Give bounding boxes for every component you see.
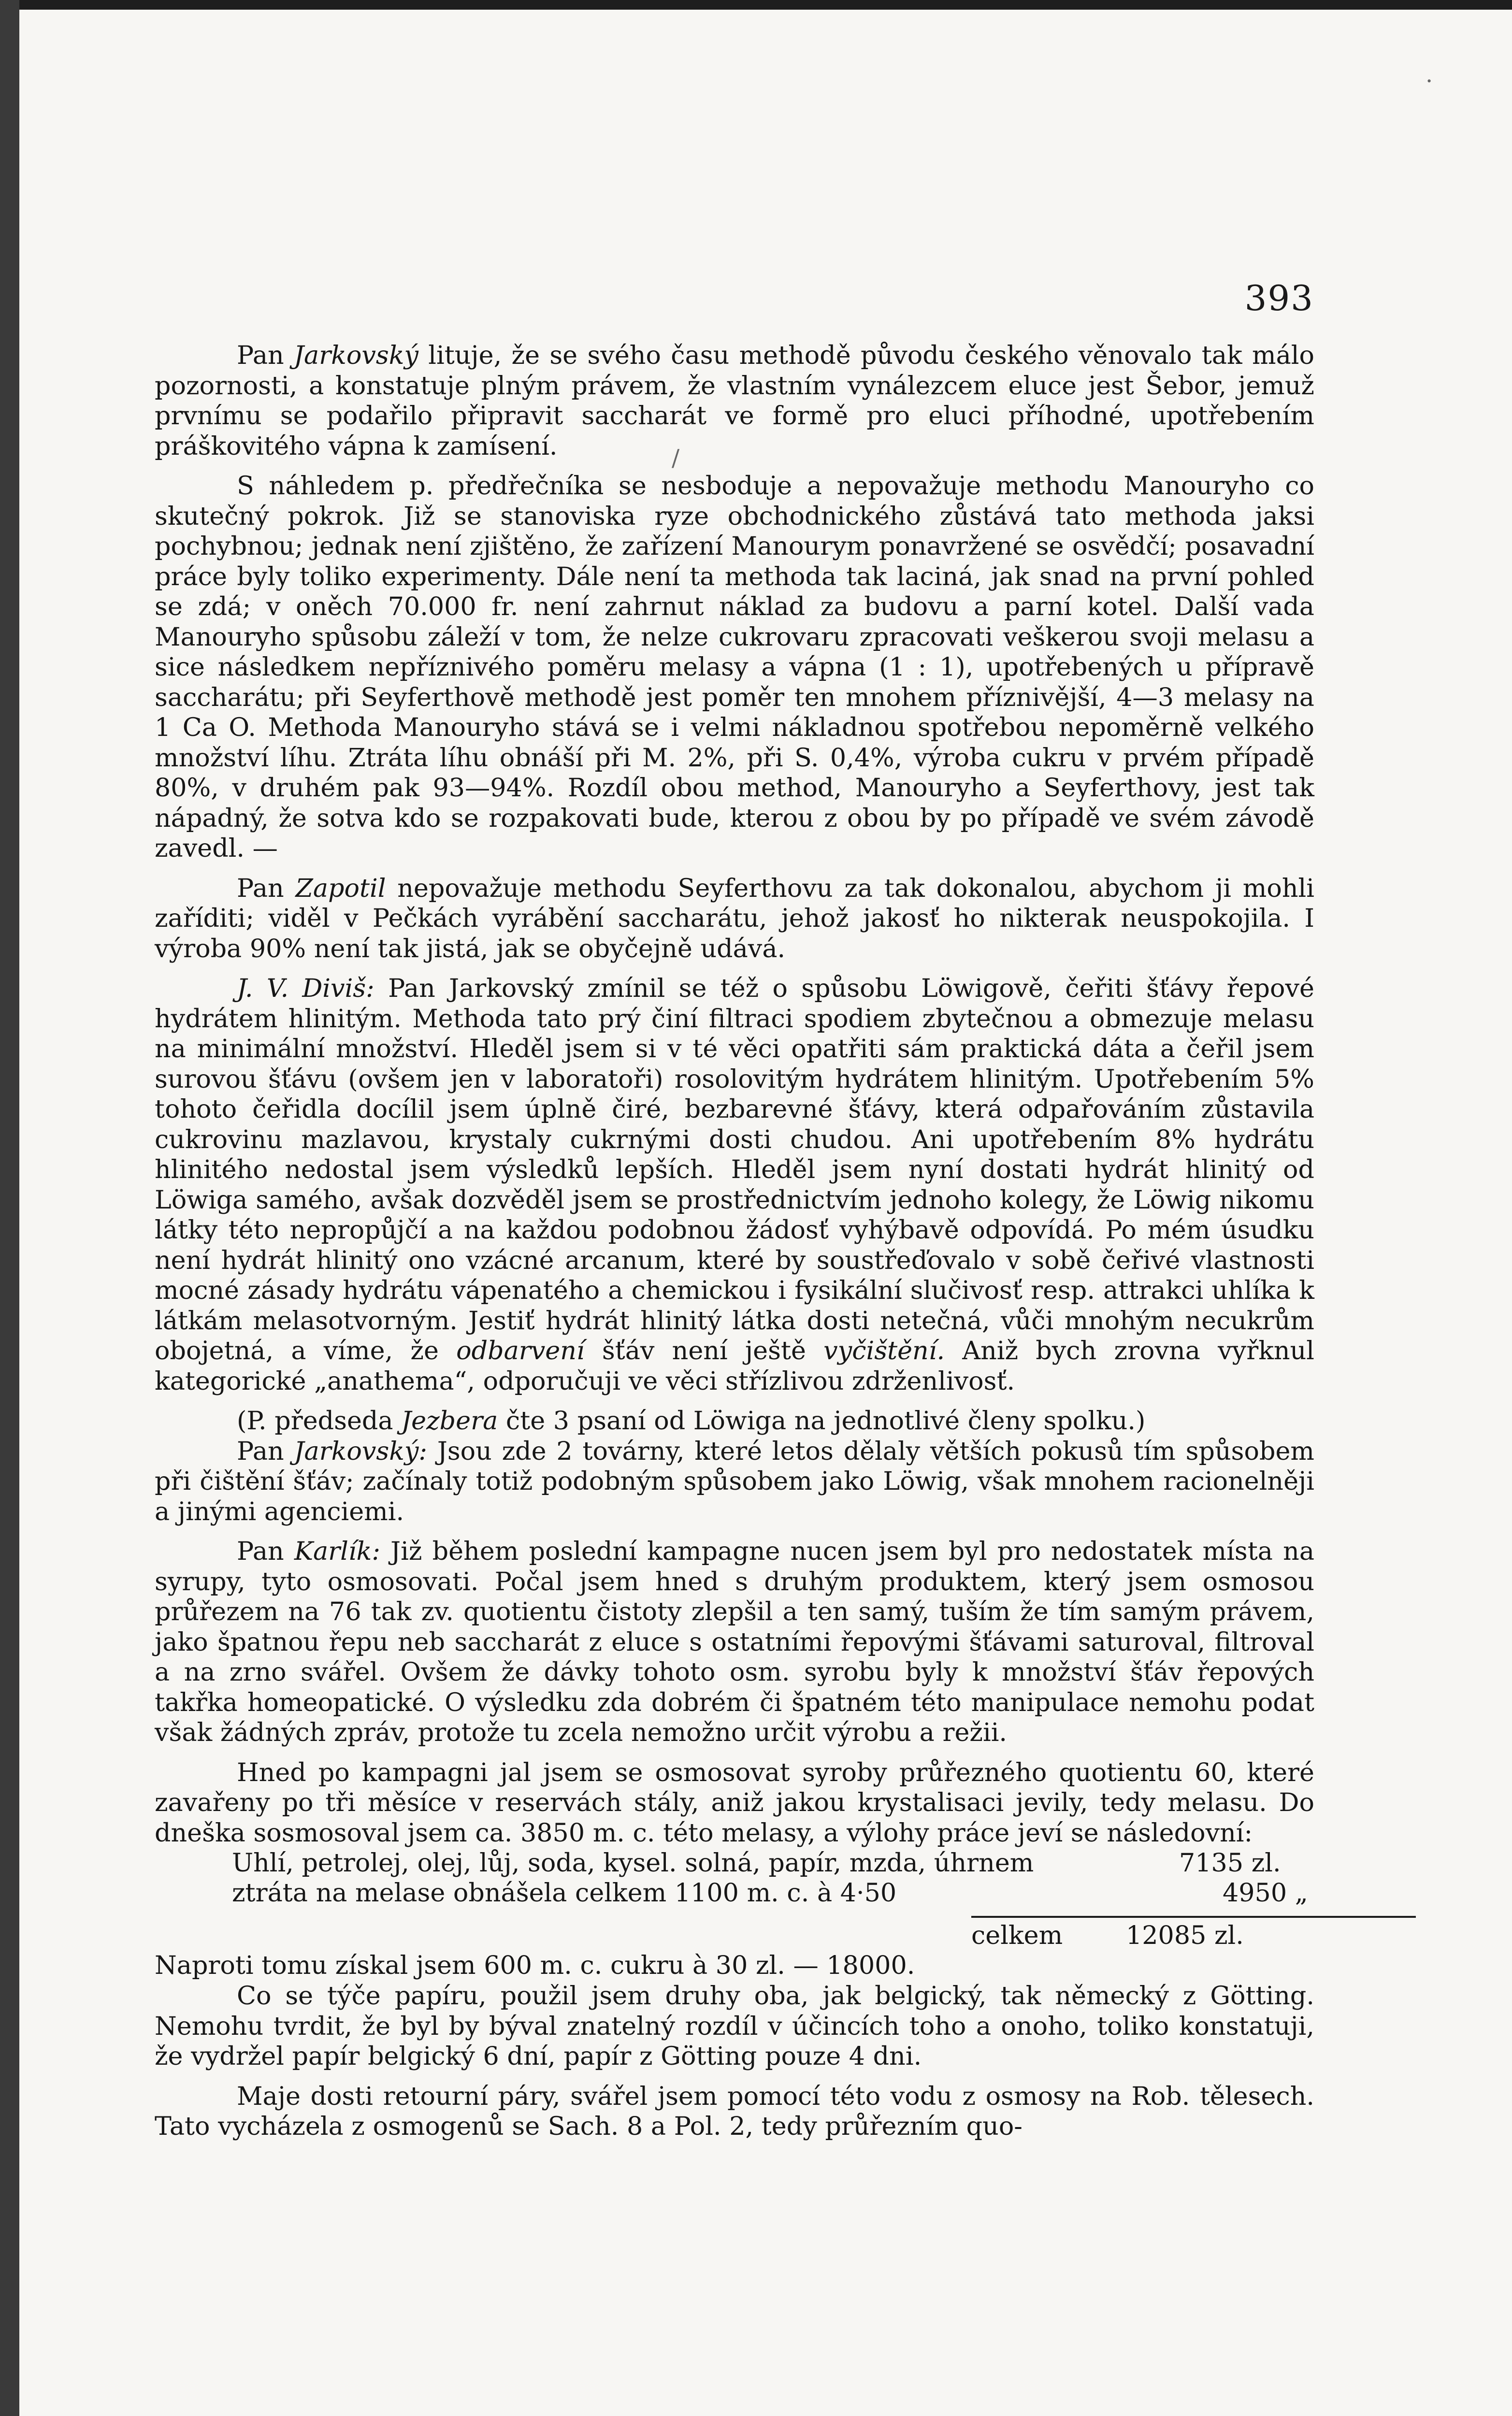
- speaker-name: Karlík:: [294, 1537, 380, 1566]
- emphasis: vyčištění.: [823, 1336, 945, 1366]
- paragraph-jarkovsky-1: [155, 341, 1314, 461]
- paragraph-text: Co se týče papíru, použil jsem druhy oba, jak belgický, tak německý z Götting. Nemohu tvrdit, že byl by býval znatelný rozdíl v účincích toho a onoho, toliko konstatuji, že vydržel papír belgický 6 dní, papír z Götting pouze 4 dni.: [155, 1981, 1314, 2071]
- cost-row-value: 4950 „: [1223, 1878, 1308, 1908]
- paragraph-text: čte 3 psaní od Löwiga na jednotlivé členy spolku.): [498, 1406, 1146, 1436]
- scan-top-edge: [0, 0, 1512, 10]
- speaker-name: J. V. Diviš:: [237, 974, 374, 1003]
- prefix: Pan: [237, 341, 294, 370]
- paragraph-text: Maje dosti retourní páry, svářel jsem pomocí této vodu z osmosy na Rob. tělesech. Tato vycházela z osmogenů se Sach. 8 a Pol. 2, tedy průřezním quo-: [155, 2081, 1314, 2141]
- paragraph-osmosis: [155, 1758, 1314, 1849]
- cost-row-value: 7135 zl.: [1179, 1848, 1281, 1878]
- paragraph-jarkovsky-2: [155, 1437, 1314, 1527]
- paragraph-steam: [155, 2082, 1314, 2142]
- scan-left-edge: [0, 0, 19, 2416]
- income-row: Naproti tomu získal jsem 600 m. c. cukru à 30 zl. — 18000.: [155, 1951, 915, 1980]
- paragraph-text: šťáv není ještě: [584, 1336, 824, 1366]
- speaker-name: Jarkovský: [294, 341, 418, 370]
- speaker-name: Jezbera: [401, 1406, 498, 1436]
- paragraph-text: Aniž bych zrovna vyřknul kategorické „anathema“, odporučuji ve věci střízlivou zdrženlivosť.: [155, 1336, 1314, 1396]
- cost-row-label: Uhlí, petrolej, olej, lůj, soda, kysel. solná, papír, mzda, úhrnem: [232, 1848, 1034, 1878]
- prefix: Pan: [237, 1436, 294, 1466]
- prefix: Pan: [237, 873, 296, 903]
- paragraph-text: nepovažuje methodu Seyferthovu za tak dokonalou, abychom ji mohli zaříditi; viděl v Pečkách vyrábění saccharátu, jehož jakosť ho nikterak neuspokojila. I výroba 90% není tak jistá, jak se obyčejně udává.: [155, 873, 1314, 964]
- scan-fleck: ·: [1426, 68, 1433, 95]
- cost-calculation: [155, 1848, 1314, 1980]
- paragraph-text: S náhledem p. předřečníka se nesboduje a nepovažuje methodu Manouryho co skutečný pokrok. Již se stanoviska ryze obchodnického zůstává tato methoda jaksi pochybnou; jednak není zjištěno, že zařízení Manourym ponavržené se osvědčí; posavadní práce byly toliko experimenty. Dále není ta methoda tak laciná, jak snad na první pohled se zdá; v oněch 70.000 fr. není zahrnut náklad za budovu a parní kotel. Další vada Manouryho spůsobu záleží v tom, že nelze cukrovaru zpracovati veškerou svoji melasu a sice následkem nepříznivého poměru melasy a vápna (1 : 1), upotřebených u přípravě saccharátu; při Seyferthově methodě jest poměr ten mnohem příznivější, 4—3 melasy na 1 Ca O. Methoda Manouryho stává se i velmi nákladnou spotřebou nepoměrně velkého množství líhu. Ztráta líhu obnáší při M. 2%, při S. 0,4%, výroba cukru v prvém případě 80%, v druhém pak 93—94%. Rozdíl obou method, Manouryho a Seyferthovy, jest tak nápadný, že sotva kdo se rozpakovati bude, kterou z obou by po případě ve svém závodě zavedl. —: [155, 471, 1314, 863]
- paragraph-paper: [155, 1981, 1314, 2072]
- paragraph-text: Pan Jarkovský zmínil se též o spůsobu Löwigově, čeřiti šťávy řepové hydrátem hlinitým. Methoda tato prý činí filtraci spodiem zbytečnou a obmezuje melasu na minimální množství. Hleděl jsem si v té věci opatřiti sám praktická dáta a čeřil jsem surovou šťávu (ovšem jen v laboratoři) rosolovitým hydrátem hlinitým. Upotřebením 5% tohoto čeřidla docílil jsem úplně čiré, bezbarevné šťávy, která odpařováním zůstavila cukrovinu mazlavou, krystaly cukrnými dosti chudou. Ani upotřebením 8% hydrátu hlinitého nedostal jsem výsledků lepších. Hleděl jsem nyní dostati hydrát hlinitý od Löwiga samého, avšak dozvěděl jsem se prostřednictvím jednoho kolegy, že Löwig nikomu látky této nepropůjčí a na každou podobnou žádosť vyhýbavě odpovídá. Po mém úsudku není hydrát hlinitý ono vzácné arcanum, které by soustřeďovalo v sobě čeřivé vlastnosti mocné zásady hydrátu vápenatého a chemickou i fysikální slučivosť resp. attrakci uhlíka k látkám melasotvorným. Jestiť hydrát hlinitý látka dosti netečná, vůči mnohým necukrům obojetná, a víme, že: [155, 974, 1314, 1366]
- body-text: [155, 341, 1314, 2142]
- paragraph-text: Jsou zde 2 továrny, které letos dělaly větších pokusů tím spůsobem při čištění šťáv; začínaly totiž podobným spůsobem jako Löwig, však mnohem racionelněji a jinými agenciemi.: [155, 1436, 1314, 1526]
- paragraph-chair-note: [155, 1406, 1314, 1437]
- paragraph-zapotil: [155, 874, 1314, 964]
- prefix: Pan: [237, 1537, 294, 1566]
- paragraph-manoury: [155, 471, 1314, 864]
- document-page: [19, 10, 1512, 2416]
- paragraph-text: Již během poslední kampagne nucen jsem byl pro nedostatek místa na syrupy, tyto osmosovati. Počal jsem hned s druhým produktem, který jsem osmosou průřezem na 76 tak zv. quotientu čistoty zlepšil a ten samý, tuším že tím samým právem, jako špatnou řepu neb saccharát z eluce s ostatními řepovými šťávami saturoval, filtroval a na zrno svářel. Ovšem že dávky tohoto osm. syrobu byly k množství šťáv řepových takřka homeopatické. O výsledku zda dobrém či špatném této manipulace nemohu podat však žádných zpráv, protože tu zcela nemožno určit výrobu a režii.: [155, 1537, 1314, 1747]
- paragraph-divis: [155, 974, 1314, 1396]
- sum-rule: [971, 1916, 1416, 1918]
- total-label: celkem: [971, 1921, 1063, 1950]
- cost-row-label: ztráta na melase obnášela celkem 1100 m. c. à 4·50: [232, 1878, 897, 1908]
- paragraph-text: (P. předseda: [237, 1406, 402, 1436]
- page-number: 393: [1244, 278, 1314, 318]
- speaker-name: Jarkovský:: [294, 1436, 428, 1466]
- paragraph-text: Hned po kampagni jal jsem se osmosovat syroby průřezného quotientu 60, které zavařeny po tři měsíce v reservách stály, aniž jakou krystalisaci jevily, tedy melasu. Do dneška sosmosoval jsem ca. 3850 m. c. této melasy, a výlohy práce jeví se následovní:: [155, 1757, 1314, 1848]
- paragraph-karlik: [155, 1537, 1314, 1748]
- emphasis: odbarvení: [456, 1336, 585, 1366]
- total-value: 12085 zl.: [1126, 1921, 1244, 1950]
- paragraph-text: lituje, že se svého času methodě původu českého věnovalo tak málo pozornosti, a konstatuje plným právem, že vlastním vynálezcem eluce jest Šebor, jemuž prvnímu se podařilo připravit saccharát ve formě pro eluci příhodné, upotřebením práškovitého vápna k zamísení.: [155, 341, 1314, 461]
- speaker-name: Zapotil: [295, 873, 386, 903]
- scan-fleck: /: [672, 445, 680, 472]
